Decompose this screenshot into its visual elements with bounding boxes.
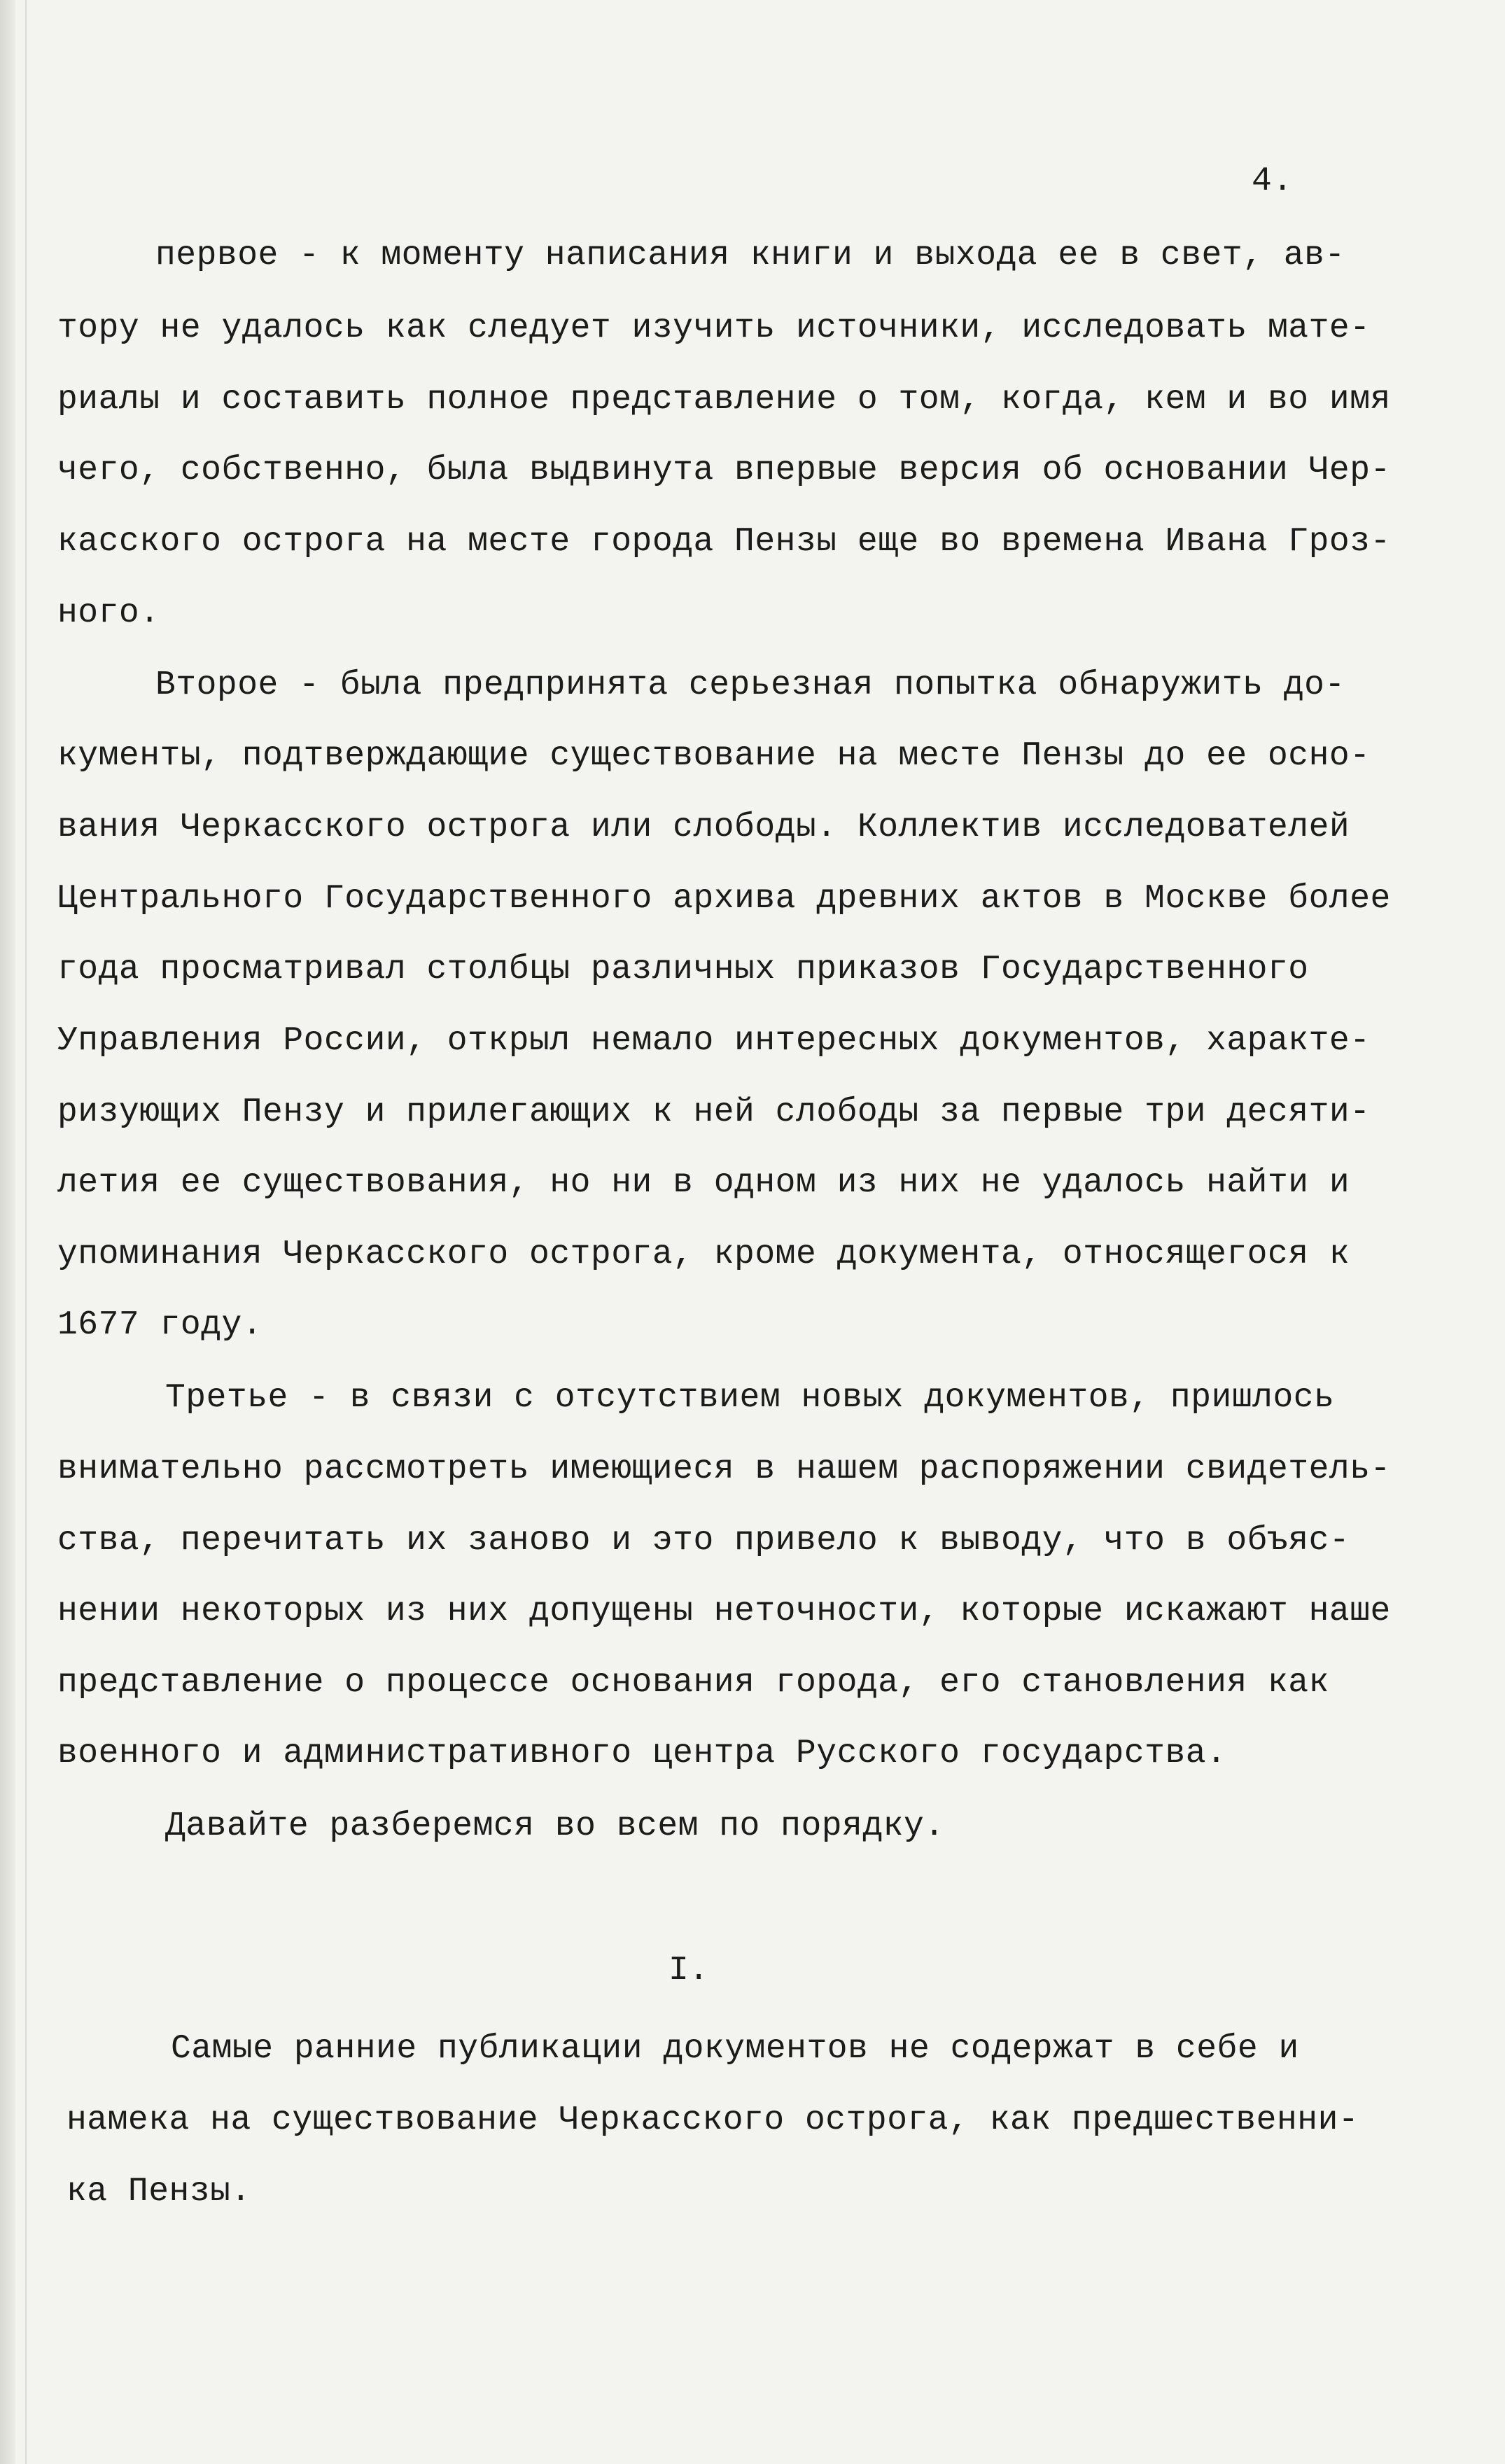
paragraph-2-line-8: летия ее существования, но ни в одном из них не удалось найти и: [57, 1164, 1350, 1202]
paragraph-3-line-4: нении некоторых из них допущены неточности, которые искажают наше: [57, 1592, 1391, 1630]
paragraph-2-line-7: ризующих Пензу и прилегающих к ней слободы за первые три десяти-: [57, 1093, 1371, 1131]
paragraph-2-line-1: Второе - была предпринята серьезная попытка обнаружить до-: [155, 666, 1345, 704]
paragraph-5-line-3: ка Пензы.: [66, 2173, 251, 2211]
page-number: 4.: [1252, 162, 1294, 200]
paragraph-5-line-2: намека на существование Черкасского острога, как предшественни-: [66, 2101, 1359, 2139]
paragraph-2-line-10: 1677 году.: [57, 1306, 263, 1344]
page-fold-line: [25, 0, 27, 2464]
paragraph-2-line-6: Управления России, открыл немало интересных документов, характе-: [57, 1022, 1371, 1060]
bleed-through-text: [66, 0, 1452, 2464]
paragraph-1-line-1: первое - к моменту написания книги и выхода ее в свет, ав-: [155, 237, 1345, 274]
paragraph-2-line-4: Центрального Государственного архива древних актов в Москве более: [57, 880, 1391, 918]
page-left-edge: [0, 0, 15, 2464]
paragraph-2-line-5: года просматривал столбцы различных приказов Государственного: [57, 951, 1309, 988]
paragraph-2-line-2: кументы, подтверждающие существование на месте Пензы до ее осно-: [57, 737, 1371, 775]
paragraph-2-line-3: вания Черкасского острога или слободы. Коллектив исследователей: [57, 808, 1350, 846]
paragraph-4-line-1: Давайте разберемся во всем по порядку.: [165, 1807, 945, 1845]
paragraph-2-line-9: упоминания Черкасского острога, кроме документа, относящегося к: [57, 1236, 1350, 1273]
paragraph-3-line-6: военного и административного центра Русского государства.: [57, 1735, 1227, 1772]
paragraph-1-line-3: риалы и составить полное представление о том, когда, кем и во имя: [57, 381, 1391, 419]
paragraph-1-line-4: чего, собственно, была выдвинута впервые версия об основании Чер-: [57, 451, 1391, 489]
paragraph-1-line-2: тору не удалось как следует изучить источники, исследовать мате-: [57, 309, 1371, 347]
section-heading: I.: [668, 1952, 709, 1989]
paragraph-1-line-5: касского острога на месте города Пензы еще во времена Ивана Гроз-: [57, 523, 1391, 561]
paragraph-3-line-5: представление о процессе основания города, его становления как: [57, 1664, 1329, 1702]
paragraph-3-line-2: внимательно рассмотреть имеющиеся в нашем распоряжении свидетель-: [57, 1450, 1391, 1488]
paragraph-3-line-3: ства, перечитать их заново и это привело к выводу, что в объяс-: [57, 1522, 1350, 1560]
paragraph-1-line-6: ного.: [57, 594, 160, 632]
paragraph-5-line-1: Самые ранние публикации документов не содержат в себе и: [171, 2030, 1299, 2068]
paragraph-3-line-1: Третье - в связи с отсутствием новых документов, пришлось: [165, 1379, 1335, 1417]
